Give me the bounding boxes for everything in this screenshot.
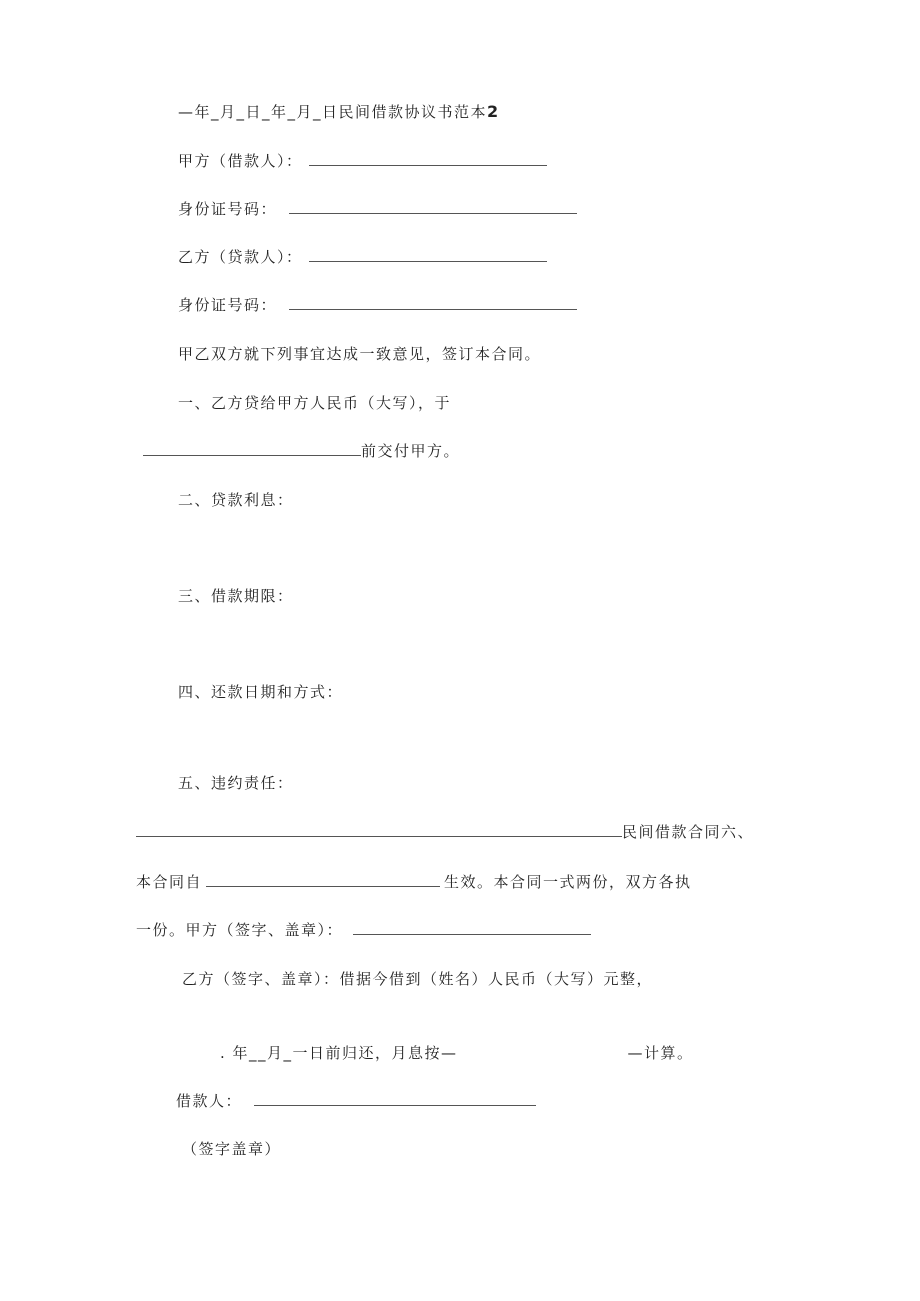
clause-1-blank[interactable] (143, 441, 361, 456)
clause-6-line (136, 822, 754, 842)
party-a-sign-blank[interactable] (353, 920, 591, 935)
effective-date-blank[interactable] (206, 872, 440, 887)
effective-prefix: 本合同自 (136, 873, 203, 891)
party-a-id-label: 身份证号码： (178, 200, 278, 218)
copies-line (136, 920, 591, 940)
title-text: —年_月_日_年_月_日民间借款协议书范本 (178, 103, 488, 121)
party-b-id-line (178, 295, 577, 315)
borrower-label: 借款人： (176, 1092, 243, 1110)
party-b-id-blank[interactable] (289, 295, 577, 310)
party-a-id-blank[interactable] (289, 199, 577, 214)
clause-4: 四、还款日期和方式： (178, 683, 344, 701)
copies-prefix: 一份。甲方（签字、盖章）： (136, 921, 344, 939)
title-number: 2 (487, 102, 499, 121)
repay-prefix: . 年__月_一日前归还，月息按— (220, 1044, 458, 1062)
clause-5: 五、违约责任： (178, 774, 294, 792)
clause-1-cont (143, 441, 460, 461)
party-a-blank[interactable] (309, 151, 547, 166)
document-title (178, 102, 498, 122)
effective-line (136, 872, 692, 892)
borrower-blank[interactable] (254, 1091, 536, 1106)
borrower-line (176, 1091, 536, 1111)
party-a-label: 甲方（借款人）： (178, 152, 303, 170)
party-b-label: 乙方（贷款人）： (178, 248, 303, 266)
repay-suffix: —计算。 (627, 1044, 694, 1062)
clause-5-blank[interactable] (136, 822, 622, 837)
party-b-blank[interactable] (309, 247, 547, 262)
party-b-id-label: 身份证号码： (178, 296, 278, 314)
effective-suffix: 生效。本合同一式两份，双方各执 (444, 873, 692, 891)
party-a-line (178, 151, 547, 171)
repay-line (220, 1043, 694, 1063)
party-b-line (178, 247, 547, 267)
agreement-intro: 甲乙双方就下列事宜达成一致意见，签订本合同。 (178, 345, 542, 363)
clause-6-tail: 民间借款合同六、 (622, 823, 755, 841)
clause-3: 三、借款期限： (178, 587, 294, 605)
clause-1-tail: 前交付甲方。 (361, 442, 461, 460)
sign-seal: （签字盖章） (182, 1140, 282, 1158)
party-a-id-line (178, 199, 577, 219)
clause-2: 二、贷款利息： (178, 491, 294, 509)
clause-1: 一、乙方贷给甲方人民币（大写），于 (178, 394, 452, 412)
party-b-sign-line: 乙方（签字、盖章）：借据今借到（姓名）人民币（大写）元整， (182, 970, 654, 988)
